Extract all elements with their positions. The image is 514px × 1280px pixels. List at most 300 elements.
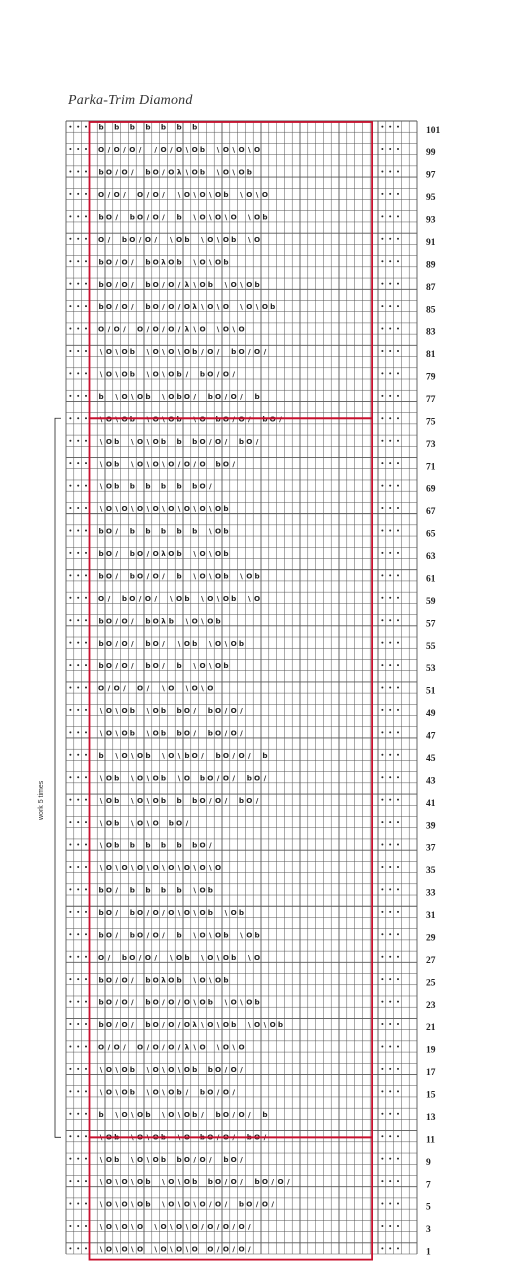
- svg-text:\: \: [146, 504, 150, 514]
- svg-text:b: b: [277, 1020, 284, 1030]
- svg-text:/: /: [193, 728, 197, 738]
- svg-text:\: \: [208, 504, 212, 514]
- svg-text:O: O: [137, 391, 144, 401]
- svg-text:/: /: [115, 638, 119, 648]
- svg-text:b: b: [184, 952, 190, 962]
- svg-text:\: \: [232, 1042, 236, 1052]
- svg-text:b: b: [207, 391, 213, 401]
- svg-text:b: b: [207, 907, 213, 917]
- svg-text:/: /: [224, 391, 228, 401]
- svg-text:\: \: [162, 347, 165, 357]
- svg-text:\: \: [115, 414, 119, 424]
- symbol-row-37: [100, 841, 212, 850]
- svg-text:O: O: [230, 1177, 237, 1187]
- svg-text:O: O: [137, 1109, 144, 1119]
- svg-text:O: O: [215, 257, 222, 267]
- svg-text:b: b: [121, 593, 128, 603]
- svg-text:\: \: [115, 863, 119, 873]
- svg-text:O: O: [183, 459, 190, 469]
- svg-text:/: /: [115, 526, 119, 536]
- svg-text:O: O: [238, 414, 245, 424]
- svg-text:O: O: [238, 750, 245, 760]
- svg-text:O: O: [152, 1042, 159, 1052]
- svg-text:b: b: [223, 526, 229, 536]
- svg-text:O: O: [137, 1132, 144, 1142]
- svg-text:O: O: [183, 907, 190, 917]
- svg-text:O: O: [222, 1042, 229, 1052]
- svg-text:b: b: [215, 750, 221, 760]
- svg-text:O: O: [152, 997, 159, 1007]
- svg-text:O: O: [215, 1177, 222, 1187]
- svg-text:O: O: [222, 324, 229, 334]
- svg-text:\: \: [193, 414, 197, 424]
- svg-text:\: \: [169, 1244, 173, 1254]
- svg-text:/: /: [208, 1154, 212, 1164]
- svg-text:b: b: [223, 1154, 229, 1164]
- svg-text:O: O: [215, 975, 222, 985]
- svg-text:O: O: [129, 234, 136, 244]
- svg-text:b: b: [114, 481, 120, 491]
- svg-text:/: /: [115, 975, 119, 985]
- svg-text:\: \: [130, 504, 134, 514]
- svg-text:/: /: [123, 190, 126, 200]
- svg-text:b: b: [129, 840, 135, 850]
- svg-text:O: O: [121, 728, 128, 738]
- svg-text:O: O: [191, 145, 198, 155]
- svg-text:/: /: [138, 234, 142, 244]
- row-number: 69: [426, 484, 436, 495]
- svg-text:O: O: [246, 279, 253, 289]
- svg-text:b: b: [238, 795, 245, 805]
- svg-text:O: O: [121, 1109, 128, 1119]
- svg-text:\: \: [208, 863, 212, 873]
- svg-text:b: b: [176, 1154, 182, 1164]
- svg-text:b: b: [207, 1065, 213, 1075]
- svg-text:O: O: [152, 571, 159, 581]
- svg-text:O: O: [183, 1132, 190, 1142]
- svg-text:b: b: [129, 549, 135, 559]
- svg-text:/: /: [115, 930, 119, 940]
- svg-text:O: O: [152, 773, 159, 783]
- svg-text:\: \: [99, 1087, 103, 1097]
- svg-text:O: O: [222, 302, 229, 312]
- svg-text:O: O: [199, 436, 206, 446]
- svg-text:b: b: [114, 436, 120, 446]
- svg-text:\: \: [99, 504, 103, 514]
- svg-text:b: b: [129, 347, 135, 357]
- row-numbers: [426, 126, 441, 1258]
- svg-text:b: b: [176, 414, 182, 424]
- svg-text:O: O: [207, 616, 214, 626]
- svg-text:O: O: [98, 593, 105, 603]
- row-number: 63: [426, 552, 436, 563]
- svg-text:\: \: [201, 234, 204, 244]
- svg-text:\: \: [162, 391, 165, 401]
- svg-text:\: \: [193, 975, 197, 985]
- svg-text:/: /: [130, 167, 134, 177]
- svg-text:O: O: [121, 706, 128, 716]
- svg-text:\: \: [99, 1154, 103, 1164]
- svg-text:O: O: [215, 391, 222, 401]
- svg-text:b: b: [246, 773, 252, 783]
- svg-text:O: O: [215, 728, 222, 738]
- svg-text:O: O: [207, 1020, 214, 1030]
- svg-text:\: \: [146, 706, 150, 716]
- svg-text:/: /: [247, 1222, 251, 1232]
- svg-text:O: O: [105, 571, 112, 581]
- svg-text:b: b: [114, 795, 120, 805]
- svg-text:O: O: [168, 302, 175, 312]
- svg-text:b: b: [129, 414, 135, 424]
- svg-text:\: \: [99, 436, 103, 446]
- svg-text:b: b: [145, 616, 151, 626]
- svg-text:/: /: [240, 728, 243, 738]
- svg-text:/: /: [169, 145, 173, 155]
- svg-text:/: /: [232, 1244, 236, 1254]
- svg-text:\: \: [177, 1199, 181, 1209]
- svg-text:b: b: [160, 840, 167, 850]
- svg-text:\: \: [130, 1199, 134, 1209]
- svg-text:\: \: [130, 1154, 134, 1164]
- symbol-row-65: [99, 527, 229, 536]
- symbol-row-25: [99, 975, 229, 984]
- svg-text:O: O: [176, 234, 183, 244]
- svg-text:O: O: [246, 571, 253, 581]
- svg-text:b: b: [160, 1132, 167, 1142]
- svg-text:O: O: [230, 638, 237, 648]
- svg-text:O: O: [152, 975, 159, 985]
- svg-text:O: O: [230, 1065, 237, 1075]
- svg-text:O: O: [105, 279, 112, 289]
- svg-text:O: O: [137, 818, 144, 828]
- symbol-row-73: [100, 437, 259, 446]
- svg-text:/: /: [193, 706, 197, 716]
- row-number: 83: [426, 327, 436, 338]
- row-number: 23: [426, 1000, 436, 1011]
- svg-text:O: O: [222, 952, 229, 962]
- svg-text:O: O: [215, 930, 222, 940]
- svg-text:\: \: [115, 1244, 119, 1254]
- svg-text:O: O: [152, 706, 159, 716]
- svg-text:λ: λ: [161, 257, 166, 267]
- svg-text:O: O: [246, 190, 253, 200]
- svg-text:b: b: [98, 997, 104, 1007]
- svg-text:O: O: [215, 863, 222, 873]
- svg-text:O: O: [152, 212, 159, 222]
- svg-text:/: /: [216, 1244, 220, 1254]
- svg-text:O: O: [152, 1020, 159, 1030]
- svg-text:b: b: [145, 885, 151, 895]
- row-number: 99: [426, 148, 436, 159]
- symbol-row-3: [100, 1222, 251, 1231]
- svg-text:λ: λ: [184, 324, 190, 334]
- svg-text:O: O: [199, 414, 206, 424]
- svg-text:b: b: [176, 391, 182, 401]
- svg-text:O: O: [222, 414, 229, 424]
- svg-text:\: \: [130, 750, 134, 760]
- svg-text:\: \: [247, 593, 251, 603]
- svg-text:/: /: [263, 773, 267, 783]
- svg-text:b: b: [98, 549, 104, 559]
- svg-text:b: b: [145, 279, 151, 289]
- svg-text:O: O: [222, 593, 229, 603]
- svg-text:O: O: [105, 638, 112, 648]
- svg-text:/: /: [224, 1065, 228, 1075]
- svg-text:O: O: [215, 436, 222, 446]
- row-number: 1: [426, 1247, 431, 1258]
- svg-text:b: b: [223, 975, 229, 985]
- svg-text:b: b: [199, 1087, 206, 1097]
- svg-text:O: O: [176, 1222, 183, 1232]
- svg-text:O: O: [152, 616, 159, 626]
- svg-text:/: /: [185, 369, 189, 379]
- svg-text:O: O: [113, 145, 120, 155]
- svg-text:/: /: [162, 907, 165, 917]
- svg-text:O: O: [121, 504, 128, 514]
- svg-text:b: b: [215, 1109, 221, 1119]
- svg-text:/: /: [138, 145, 142, 155]
- svg-text:b: b: [176, 571, 182, 581]
- svg-text:O: O: [168, 279, 175, 289]
- row-number: 89: [426, 260, 436, 271]
- svg-text:b: b: [192, 638, 198, 648]
- svg-text:O: O: [222, 773, 229, 783]
- svg-text:/: /: [177, 459, 181, 469]
- svg-text:b: b: [192, 526, 198, 536]
- svg-text:b: b: [207, 279, 213, 289]
- svg-text:O: O: [215, 190, 222, 200]
- svg-text:O: O: [207, 369, 214, 379]
- svg-text:O: O: [199, 795, 206, 805]
- svg-text:O: O: [113, 324, 120, 334]
- svg-text:O: O: [199, 257, 206, 267]
- svg-text:O: O: [199, 1199, 206, 1209]
- symbol-row-67: [100, 504, 229, 513]
- svg-text:/: /: [224, 706, 228, 716]
- svg-text:/: /: [115, 907, 119, 917]
- svg-text:O: O: [121, 863, 128, 873]
- svg-text:b: b: [98, 1109, 104, 1119]
- svg-text:O: O: [246, 302, 253, 312]
- svg-text:b: b: [129, 907, 135, 917]
- svg-text:\: \: [240, 571, 243, 581]
- svg-text:/: /: [130, 616, 134, 626]
- svg-text:\: \: [208, 212, 212, 222]
- svg-text:O: O: [121, 1020, 128, 1030]
- svg-text:O: O: [207, 952, 214, 962]
- svg-text:b: b: [98, 526, 104, 536]
- row-number: 73: [426, 439, 436, 450]
- svg-text:b: b: [231, 234, 237, 244]
- svg-text:O: O: [121, 750, 128, 760]
- svg-text:\: \: [162, 750, 165, 760]
- svg-text:λ: λ: [184, 1042, 190, 1052]
- row-number: 67: [426, 507, 436, 518]
- svg-text:/: /: [177, 279, 181, 289]
- svg-text:O: O: [98, 190, 105, 200]
- svg-text:O: O: [137, 1177, 144, 1187]
- svg-text:\: \: [99, 706, 103, 716]
- row-number: 51: [426, 686, 436, 697]
- svg-text:O: O: [105, 1132, 112, 1142]
- svg-text:\: \: [208, 638, 212, 648]
- svg-text:/: /: [240, 1065, 243, 1075]
- svg-text:\: \: [185, 616, 189, 626]
- svg-text:b: b: [199, 1132, 206, 1142]
- svg-text:\: \: [162, 683, 165, 693]
- svg-text:\: \: [201, 683, 204, 693]
- svg-text:b: b: [223, 661, 229, 671]
- svg-text:O: O: [230, 391, 237, 401]
- svg-text:O: O: [105, 728, 112, 738]
- svg-text:O: O: [152, 638, 159, 648]
- svg-text:/: /: [123, 145, 126, 155]
- svg-text:O: O: [98, 683, 105, 693]
- svg-text:O: O: [137, 795, 144, 805]
- svg-text:O: O: [215, 504, 222, 514]
- row-number: 43: [426, 776, 436, 787]
- svg-text:b: b: [145, 167, 151, 177]
- svg-text:O: O: [121, 997, 128, 1007]
- svg-text:b: b: [160, 481, 167, 491]
- svg-text:/: /: [138, 593, 142, 603]
- svg-text:/: /: [162, 661, 165, 671]
- svg-text:O: O: [137, 1222, 144, 1232]
- svg-text:O: O: [168, 863, 175, 873]
- svg-text:O: O: [121, 302, 128, 312]
- svg-text:b: b: [176, 661, 182, 671]
- svg-text:\: \: [99, 1065, 103, 1075]
- row-number: 97: [426, 170, 436, 181]
- row-number: 49: [426, 709, 436, 720]
- symbol-row-13: [99, 1110, 268, 1119]
- svg-text:b: b: [254, 571, 260, 581]
- svg-text:b: b: [223, 190, 229, 200]
- svg-text:\: \: [185, 1222, 189, 1232]
- svg-text:O: O: [105, 414, 112, 424]
- svg-text:b: b: [184, 234, 190, 244]
- svg-text:b: b: [129, 369, 135, 379]
- svg-text:/: /: [208, 436, 212, 446]
- row-number: 77: [426, 395, 436, 406]
- svg-text:\: \: [193, 504, 197, 514]
- svg-text:b: b: [114, 840, 120, 850]
- svg-text:\: \: [193, 1199, 197, 1209]
- symbol-row-23: [99, 998, 260, 1007]
- svg-text:\: \: [177, 907, 181, 917]
- svg-text:b: b: [176, 212, 182, 222]
- svg-text:\: \: [247, 145, 251, 155]
- row-number: 15: [426, 1090, 436, 1101]
- svg-text:\: \: [177, 347, 181, 357]
- svg-text:b: b: [254, 997, 260, 1007]
- symbol-row-99: [98, 145, 260, 154]
- svg-text:b: b: [192, 481, 198, 491]
- svg-text:\: \: [185, 167, 189, 177]
- svg-text:/: /: [115, 661, 119, 671]
- symbol-row-15: [100, 1087, 236, 1096]
- svg-text:\: \: [130, 795, 134, 805]
- svg-text:O: O: [176, 952, 183, 962]
- svg-text:O: O: [254, 347, 261, 357]
- svg-text:O: O: [183, 347, 190, 357]
- svg-text:O: O: [191, 683, 198, 693]
- svg-text:O: O: [152, 190, 159, 200]
- svg-text:b: b: [145, 391, 151, 401]
- symbol-row-81: [100, 347, 267, 356]
- svg-text:/: /: [162, 1020, 165, 1030]
- repeat-bracket: [55, 418, 61, 1137]
- svg-text:/: /: [177, 1042, 181, 1052]
- svg-text:O: O: [222, 167, 229, 177]
- svg-text:O: O: [183, 1199, 190, 1209]
- svg-text:\: \: [99, 1199, 103, 1209]
- svg-text:O: O: [105, 863, 112, 873]
- svg-text:\: \: [216, 234, 220, 244]
- svg-text:b: b: [254, 391, 260, 401]
- svg-text:O: O: [199, 279, 206, 289]
- row-number: 91: [426, 237, 436, 248]
- svg-text:O: O: [105, 840, 112, 850]
- symbol-row-77: [99, 392, 260, 401]
- svg-text:b: b: [145, 1199, 151, 1209]
- svg-text:b: b: [176, 369, 182, 379]
- svg-text:O: O: [254, 234, 261, 244]
- svg-text:O: O: [230, 907, 237, 917]
- svg-text:/: /: [115, 571, 119, 581]
- svg-text:/: /: [123, 1042, 126, 1052]
- svg-text:\: \: [216, 952, 220, 962]
- svg-text:O: O: [261, 1177, 268, 1187]
- svg-text:\: \: [201, 1020, 204, 1030]
- svg-text:\: \: [146, 1132, 150, 1142]
- symbol-row-83: [98, 325, 245, 334]
- symbol-row-27: [98, 953, 260, 962]
- svg-text:b: b: [168, 818, 174, 828]
- svg-text:/: /: [115, 549, 119, 559]
- svg-text:\: \: [208, 930, 212, 940]
- svg-text:/: /: [208, 1199, 212, 1209]
- svg-text:O: O: [168, 414, 175, 424]
- svg-text:O: O: [191, 750, 198, 760]
- svg-text:\: \: [201, 616, 204, 626]
- svg-text:O: O: [199, 504, 206, 514]
- svg-text:O: O: [152, 347, 159, 357]
- svg-text:/: /: [263, 347, 267, 357]
- row-number: 87: [426, 282, 436, 293]
- svg-text:/: /: [216, 1132, 220, 1142]
- svg-text:b: b: [145, 526, 151, 536]
- svg-text:\: \: [115, 1109, 119, 1119]
- svg-text:b: b: [98, 638, 104, 648]
- svg-text:/: /: [208, 481, 212, 491]
- svg-text:O: O: [168, 347, 175, 357]
- svg-text:\: \: [130, 773, 134, 783]
- svg-text:/: /: [123, 324, 126, 334]
- svg-text:\: \: [185, 683, 189, 693]
- svg-text:O: O: [152, 504, 159, 514]
- svg-text:b: b: [121, 234, 128, 244]
- svg-text:\: \: [193, 930, 197, 940]
- svg-text:/: /: [146, 571, 150, 581]
- svg-text:O: O: [199, 212, 206, 222]
- svg-text:O: O: [207, 593, 214, 603]
- svg-text:O: O: [168, 549, 175, 559]
- svg-text:b: b: [145, 1109, 151, 1119]
- svg-text:b: b: [176, 122, 182, 132]
- svg-text:/: /: [247, 414, 251, 424]
- svg-text:/: /: [224, 795, 228, 805]
